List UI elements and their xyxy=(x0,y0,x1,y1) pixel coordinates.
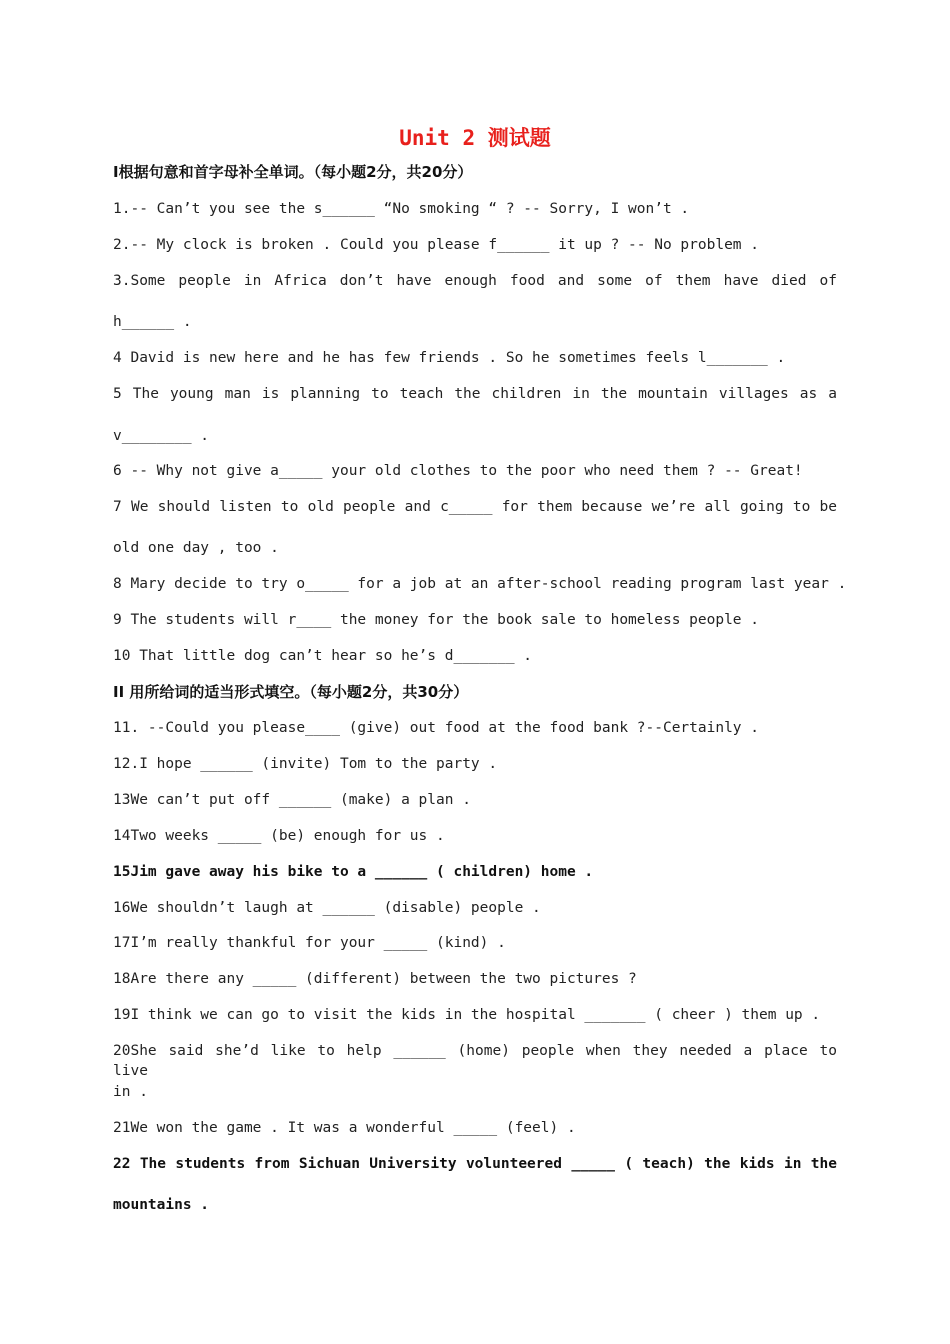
question-20-line-1: 20She said she’d like to help ______ (home) people when they needed a place to live xyxy=(113,1043,837,1079)
question-4: 4 David is new here and he has few friends . So he sometimes feels l_______ . xyxy=(113,350,786,366)
question-22-line-1: 22 The students from Sichuan University volunteered _____ ( teach) the kids in the xyxy=(113,1156,837,1172)
question-13: 13We can’t put off ______ (make) a plan . xyxy=(113,792,471,808)
question-14: 14Two weeks _____ (be) enough for us . xyxy=(113,828,445,844)
section-1-heading: I根据句意和首字母补全单词。（每小题2分，共20分） xyxy=(113,163,473,181)
question-6: 6 -- Why not give a_____ your old clothes to the poor who need them ? -- Great! xyxy=(113,463,803,479)
page-title: Unit 2 测试题 xyxy=(399,126,551,150)
question-15: 15Jim gave away his bike to a ______ ( children) home . xyxy=(113,864,594,880)
question-12: 12.I hope ______ (invite) Tom to the party . xyxy=(113,756,498,772)
question-11: 11. --Could you please____ (give) out food at the food bank ?--Certainly . xyxy=(113,720,760,736)
question-19: 19I think we can go to visit the kids in the hospital _______ ( cheer ) them up . xyxy=(113,1007,821,1023)
question-7-line-2: old one day , too . xyxy=(113,540,279,556)
question-2: 2.-- My clock is broken . Could you please f______ it up ? -- No problem . xyxy=(113,237,760,253)
question-9: 9 The students will r____ the money for the book sale to homeless people . xyxy=(113,612,760,628)
question-1: 1.-- Can’t you see the s______ “No smoking “ ? -- Sorry, I won’t . xyxy=(113,201,690,217)
question-20-line-2: in . xyxy=(113,1084,148,1100)
question-10: 10 That little dog can’t hear so he’s d_______ . xyxy=(113,648,533,664)
question-18: 18Are there any _____ (different) between the two pictures ? xyxy=(113,971,637,987)
question-3-line-2: h______ . xyxy=(113,314,192,330)
section-2-heading: II 用所给词的适当形式填空。（每小题2分，共30分） xyxy=(113,683,469,701)
question-8: 8 Mary decide to try o_____ for a job at an after-school reading program last year . xyxy=(113,576,847,592)
question-7-line-1: 7 We should listen to old people and c_____ for them because we’re all going to be xyxy=(113,499,837,515)
question-21: 21We won the game . It was a wonderful _____ (feel) . xyxy=(113,1120,576,1136)
question-3-line-1: 3.Some people in Africa don’t have enough food and some of them have died of xyxy=(113,273,837,289)
question-5-line-2: v________ . xyxy=(113,428,210,444)
question-22-line-2: mountains . xyxy=(113,1197,210,1213)
question-16: 16We shouldn’t laugh at ______ (disable) people . xyxy=(113,900,541,916)
question-5-line-1: 5 The young man is planning to teach the children in the mountain villages as a xyxy=(113,386,837,402)
question-17: 17I’m really thankful for your _____ (kind) . xyxy=(113,935,506,951)
